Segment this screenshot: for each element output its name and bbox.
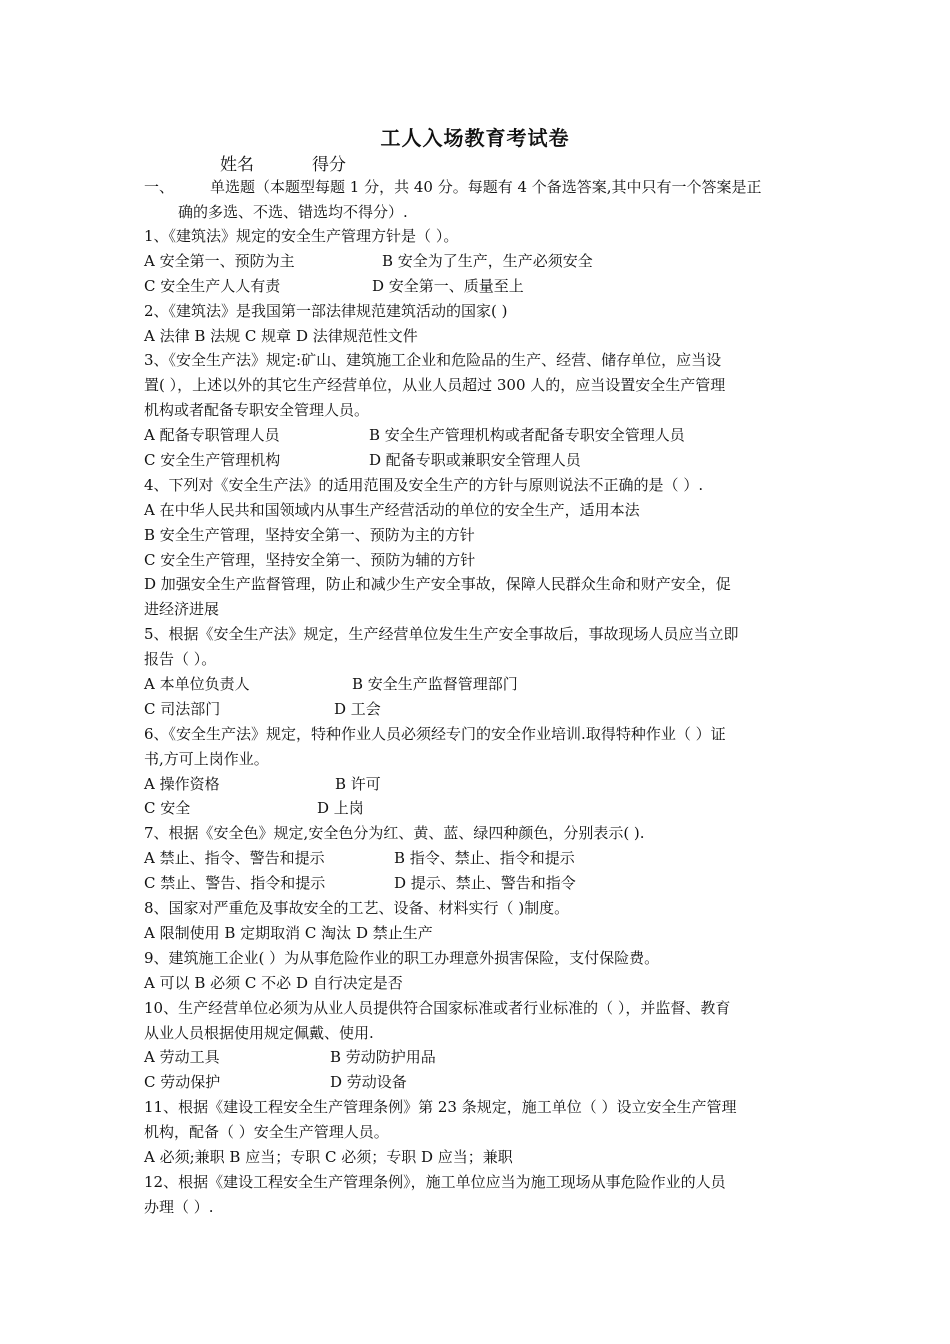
question-3-text-line3: 机构或者配备专职安全管理人员。 (144, 401, 370, 420)
question-10-option-d: D 劳动设备 (330, 1073, 407, 1092)
question-10-options-row1 (144, 1045, 808, 1070)
question-7-options-row2 (144, 871, 808, 896)
question-4-option-b: B 安全生产管理，坚持安全第一、预防为主的方针 (144, 525, 475, 544)
question-2-options: A 法律 B 法规 C 规章 D 法律规范性文件 (144, 326, 418, 345)
question-3-option-a: A 配备专职管理人员 (144, 426, 280, 445)
question-11-options: A 必须;兼职 B 应当；专职 C 必须；专职 D 应当；兼职 (144, 1147, 513, 1166)
exam-title: 工人入场教育考试卷 (380, 126, 570, 150)
question-7-option-c: C 禁止、警告、指令和提示 (144, 874, 326, 893)
question-5-options-row2 (144, 697, 808, 722)
question-list (144, 224, 808, 1220)
question-6-option-c: C 安全 (144, 799, 191, 818)
question-4-option-a: A 在中华人民共和国领域内从事生产经营活动的单位的安全生产，适用本法 (144, 500, 640, 519)
question-6-option-b: B 许可 (335, 774, 381, 793)
section-instruction-line1: 单选题（本题型每题 1 分，共 40 分。每题有 4 个备选答案,其中只有一个答案是正 (210, 178, 762, 196)
question-1-text: 1、《建筑法》规定的安全生产管理方针是（ ）。 (144, 227, 459, 245)
question-3-options-row1 (144, 423, 808, 448)
question-5-option-c: C 司法部门 (144, 699, 221, 718)
question-11-text-line1: 11、根据《建设工程安全生产管理条例》第 23 条规定，施工单位（ ）设立安全生产管理 (144, 1098, 737, 1117)
question-1-options-row1 (144, 249, 808, 274)
question-3-options-row2 (144, 448, 808, 473)
question-8-options: A 限制使用 B 定期取消 C 淘汰 D 禁止生产 (144, 923, 433, 942)
score-label: 得分 (312, 155, 346, 175)
question-12-text-line1: 12、根据《建设工程安全生产管理条例》，施工单位应当为施工现场从事危险作业的人员 (144, 1172, 726, 1191)
section-instruction-line2: 确的多选、不选、错选均不得分）. (178, 202, 408, 221)
question-6-options-row1 (144, 772, 808, 797)
question-6-option-d: D 上岗 (317, 799, 364, 818)
question-6-options-row2 (144, 796, 808, 821)
section-number: 一、 (144, 178, 175, 196)
question-7-text: 7、根据《安全色》规定,安全色分为红、黄、蓝、绿四种颜色，分别表示( ). (144, 824, 645, 843)
question-2-text: 2、《建筑法》是我国第一部法律规范建筑活动的国家( ) (144, 301, 508, 320)
name-score-line (220, 150, 346, 175)
question-10-options-row2 (144, 1070, 808, 1095)
question-8-text: 8、国家对严重危及事故安全的工艺、设备、材料实行（ )制度。 (144, 899, 570, 918)
question-3-text-line2: 置( ），上述以外的其它生产经营单位，从业人员超过 300 人的，应当设置安全生产管理 (144, 376, 726, 395)
question-6-text-line1: 6、《安全生产法》规定，特种作业人员必须经专门的安全作业培训.取得特种作业（ ）证 (144, 724, 726, 743)
question-10-option-c: C 劳动保护 (144, 1073, 221, 1092)
question-1-options-row2 (144, 274, 808, 299)
question-3-option-d: D 配备专职或兼职安全管理人员 (369, 451, 581, 470)
question-7-option-d: D 提示、禁止、警告和指令 (394, 874, 576, 893)
question-3-text-line1: 3、《安全生产法》规定:矿山、建筑施工企业和危险品的生产、经营、储存单位，应当设 (144, 351, 722, 370)
question-1-option-a: A 安全第一、预防为主 (144, 251, 295, 270)
question-10-option-a: A 劳动工具 (144, 1048, 220, 1067)
question-4-text: 4、下列对《安全生产法》的适用范围及安全生产的方针与原则说法不正确的是（ ）. (144, 475, 704, 494)
question-7-options-row1 (144, 846, 808, 871)
question-10-text-line1: 10、生产经营单位必须为从业人员提供符合国家标准或者行业标准的（ ），并监督、教育 (144, 998, 731, 1017)
question-1-option-b: B 安全为了生产，生产必须安全 (382, 251, 593, 270)
question-3-option-b: B 安全生产管理机构或者配备专职安全管理人员 (369, 426, 685, 445)
question-6-text-line2: 书,方可上岗作业。 (144, 749, 269, 768)
question-12-text-line2: 办理（ ）. (144, 1197, 214, 1216)
question-6-option-a: A 操作资格 (144, 774, 220, 793)
question-9-text: 9、建筑施工企业( ）为从事危险作业的职工办理意外损害保险，支付保险费。 (144, 948, 660, 967)
question-5-option-b: B 安全生产监督管理部门 (352, 675, 518, 694)
question-1-option-d: D 安全第一、质量至上 (372, 276, 524, 295)
question-7-option-b: B 指令、禁止、指令和提示 (394, 849, 575, 868)
question-10-option-b: B 劳动防护用品 (330, 1048, 436, 1067)
section-heading (144, 175, 808, 224)
question-5-options-row1 (144, 672, 808, 697)
question-3-option-c: C 安全生产管理机构 (144, 451, 281, 470)
question-4-option-d-line1: D 加强安全生产监督管理，防止和减少生产安全事故，保障人民群众生命和财产安全，促 (144, 575, 731, 594)
question-11-text-line2: 机构，配备（ ）安全生产管理人员。 (144, 1123, 389, 1142)
question-4-option-c: C 安全生产管理，坚持安全第一、预防为辅的方针 (144, 550, 476, 569)
question-9-options: A 可以 B 必须 C 不必 D 自行决定是否 (144, 973, 403, 992)
question-5-option-a: A 本单位负责人 (144, 675, 250, 694)
question-1-option-c: C 安全生产人人有责 (144, 276, 281, 295)
question-7-option-a: A 禁止、指令、警告和提示 (144, 849, 325, 868)
name-label: 姓名 (220, 155, 254, 175)
question-10-text-line2: 从业人员根据使用规定佩戴、使用. (144, 1023, 374, 1042)
question-5-text-line2: 报告（ ）。 (144, 650, 217, 669)
question-4-option-d-line2: 进经济进展 (144, 600, 220, 619)
question-5-text-line1: 5、根据《安全生产法》规定，生产经营单位发生生产安全事故后，事故现场人员应当立即 (144, 625, 739, 644)
question-5-option-d: D 工会 (334, 699, 381, 718)
